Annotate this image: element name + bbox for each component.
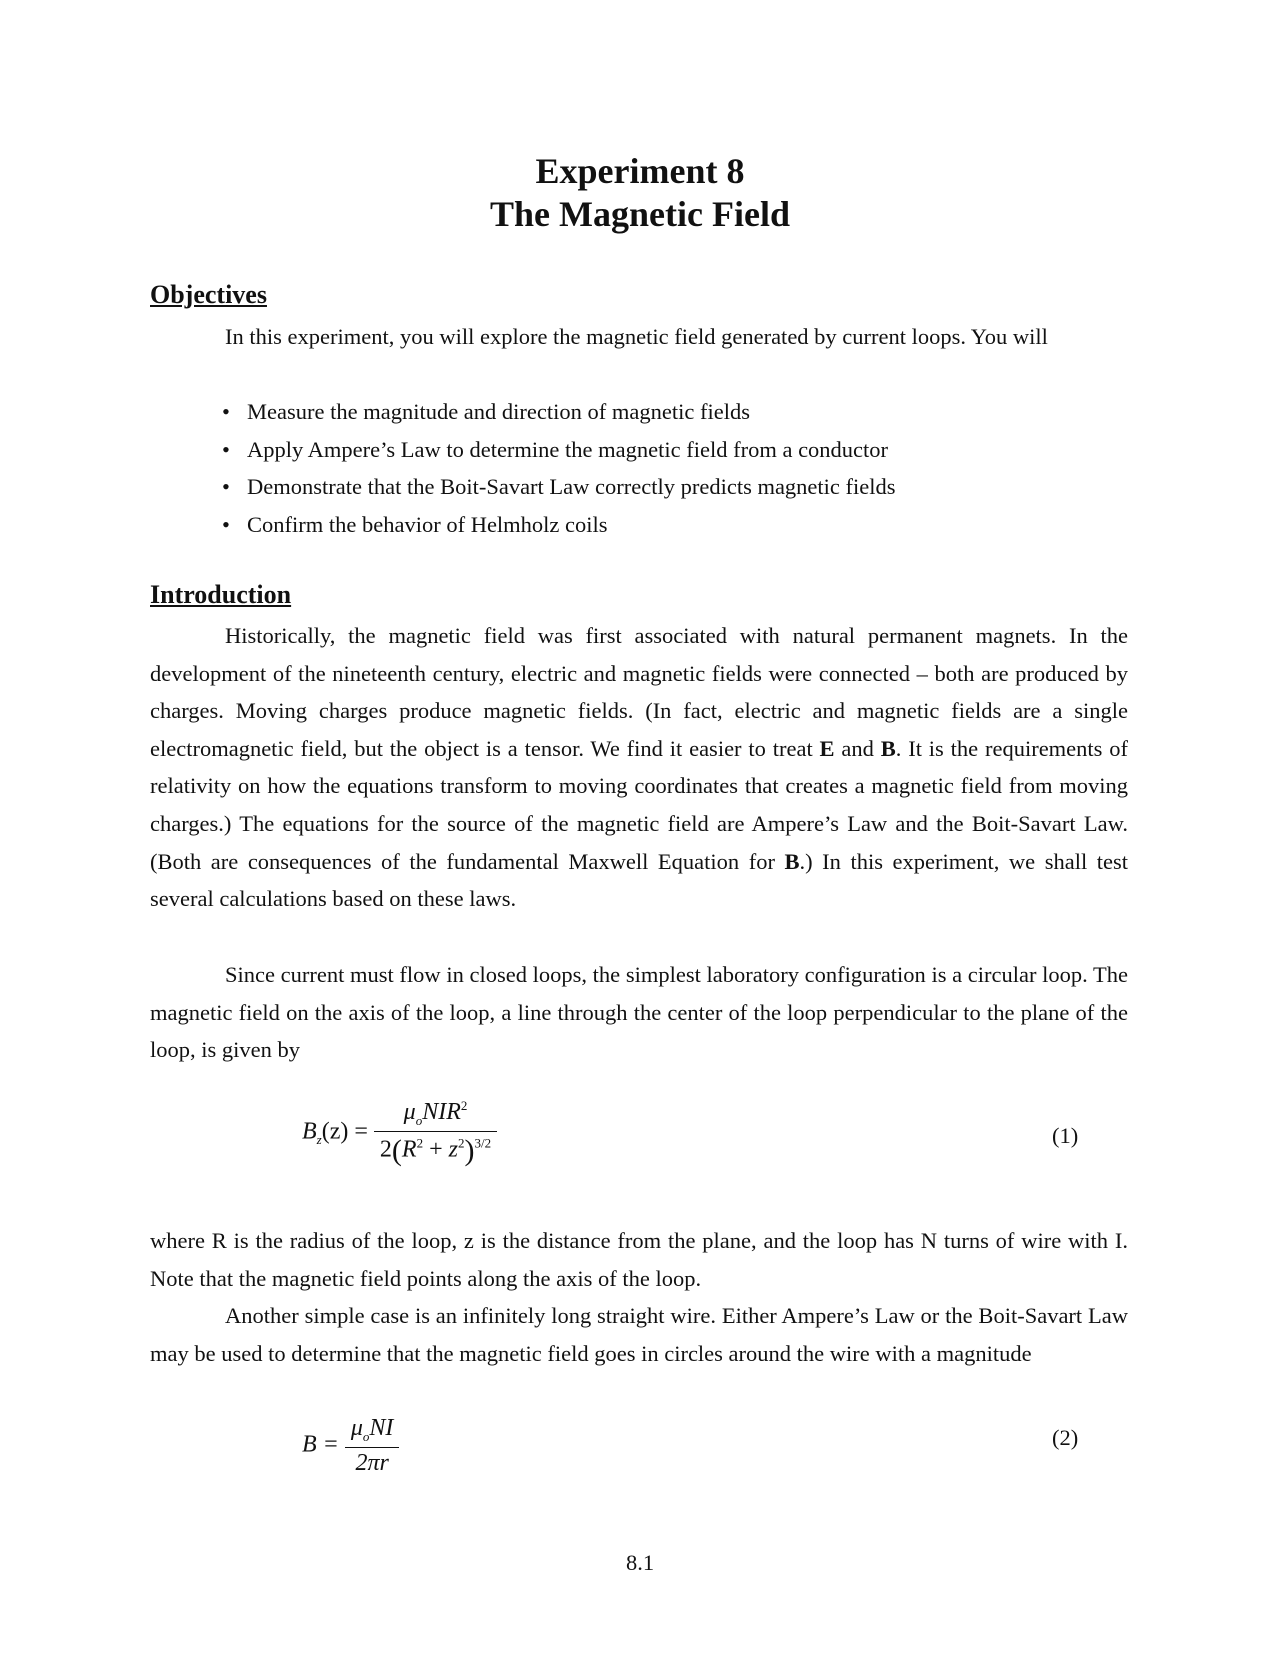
list-item: • Apply Ampere’s Law to determine the magnetic field from a conductor [220, 431, 896, 469]
bullet-icon: • [222, 399, 230, 424]
introduction-paragraph-3: where R is the radius of the loop, z is the distance from the plane, and the loop has N turns of wire with I. Note that the magnetic field points along the axis of the loop. [150, 1228, 1128, 1291]
objectives-intro: In this experiment, you will explore the magnetic field generated by current loops. You will [225, 324, 1048, 349]
list-item: • Confirm the behavior of Helmholz coils [220, 506, 896, 544]
page-number: 8.1 [625, 1550, 655, 1575]
equation-2-fraction: $\frac{\mu_oNI}{2\pi r}$ [345, 1415, 400, 1477]
introduction-paragraph-2: Since current must flow in closed loops, the simplest laboratory configuration is a circular loop. The magnetic field on the axis of the loop, a line through the center of the loop perpendicular to the plane of the loop, is given by [150, 962, 1128, 1063]
introduction-paragraph-4: Another simple case is an infinitely long straight wire. Either Ampere’s Law or the Boit-Savart Law may be used to determine that the magnetic field goes in circles around the wire with a magnitude [150, 1303, 1128, 1366]
bullet-icon: • [222, 474, 230, 500]
equation-1: $B_z(z)$ = $\frac{\mu_oNIR^2}{2(R^2 + z^2)^{3/2}}$ [302, 1098, 497, 1168]
list-item: • Demonstrate that the Boit-Savart Law correctly predicts magnetic fields [220, 468, 896, 506]
equation-2: B = $\frac{\mu_oNI}{2\pi r}$ [302, 1415, 399, 1477]
page-subtitle: The Magnetic Field [490, 194, 790, 234]
bullet-icon: • [222, 436, 230, 462]
bullet-icon: • [222, 511, 230, 537]
objectives-list [220, 393, 896, 543]
introduction-paragraph-1: Historically, the magnetic field was first associated with natural permanent magnets. In the development of the nineteenth century, electric and magnetic fields were connected – both are produced by charges. Moving charges produce magnetic fields. (In fact, electric and magnetic fields are a single electromagnetic field, but the object is a tensor. We find it easier to treat E and B. It is the requirements of relativity on how the equations transform to moving coordinates that creates a magnetic field from moving charges.) The equations for the source of the magnetic field are Ampere’s Law and the Boit-Savart Law. (Both are consequences of the fundamental Maxwell Equation for B.) In this experiment, we shall test several calculations based on these laws. [150, 623, 1129, 912]
page-title: Experiment 8 [535, 151, 745, 191]
equation-1-fraction: $\frac{\mu_oNIR^2}{2(R^2 + z^2)^{3/2}}$ [374, 1098, 497, 1168]
equation-2-number: (2) [1052, 1425, 1079, 1450]
list-item: • Measure the magnitude and direction of magnetic fields [220, 393, 896, 431]
equation-1-number: (1) [1052, 1123, 1079, 1148]
introduction-heading: Introduction [150, 580, 292, 609]
objectives-heading: Objectives [150, 280, 267, 309]
